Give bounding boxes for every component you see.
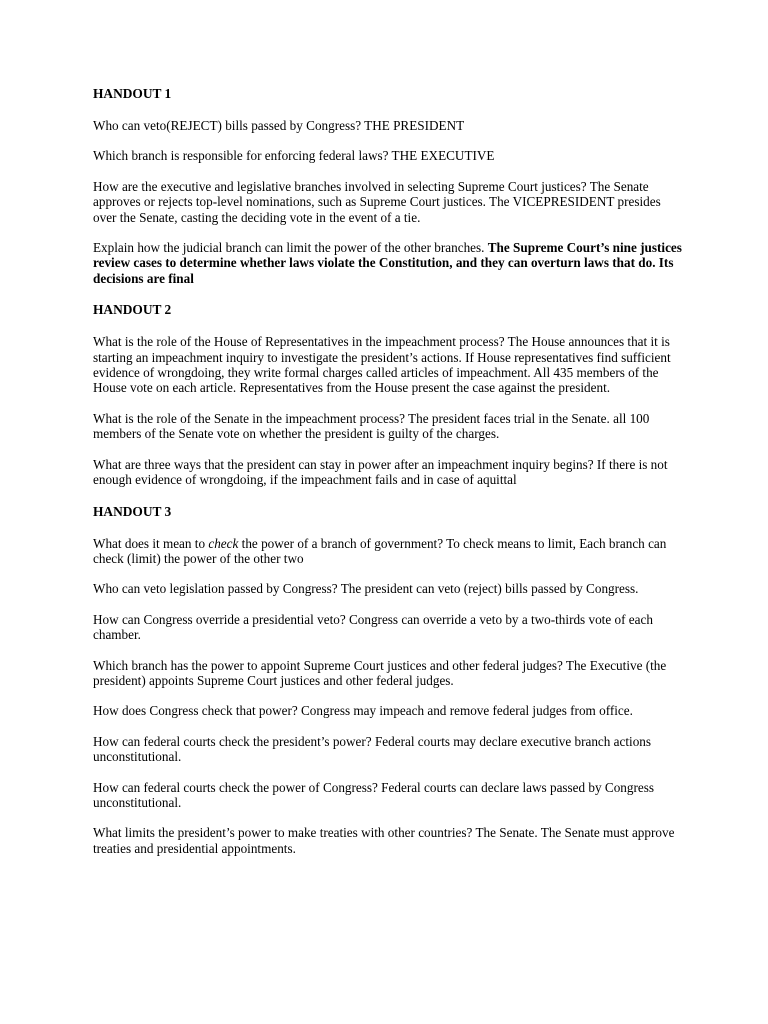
handout-3-question-6: How can federal courts check the president’s power? Federal courts may declare executive branch actions unconstitutional. (93, 733, 652, 765)
handout-1-heading: HANDOUT 1 (93, 86, 172, 101)
handout-3-question-7: How can federal courts check the power of Congress? Federal courts can declare laws passed by Congress unconstitutional. (93, 779, 654, 810)
handout-1-question-4 (93, 240, 683, 286)
handout-1-question-4-answer: The Supreme Court’s nine justices review cases to determine whether laws violate the Constitution, and they can overturn laws that do. Its decisions are final (93, 240, 682, 286)
handout-1-question-2: Which branch is responsible for enforcing federal laws? THE EXECUTIVE (93, 148, 495, 164)
handout-3-question-5: How does Congress check that power? Congress may impeach and remove federal judges from office. (93, 703, 633, 719)
handout-3-question-1 (93, 536, 683, 567)
handout-3-question-4: Which branch has the power to appoint Supreme Court justices and other federal judges? The Executive (the president) appoints Supreme Court justices and other federal judges. (93, 657, 667, 688)
handout-3-question-1-italic: check (208, 535, 239, 551)
handout-2-question-2: What is the role of the Senate in the impeachment process? The president faces trial in the Senate. all 100 members of the Senate vote on whether the president is guilty of the charges. (93, 410, 650, 442)
handout-2-heading: HANDOUT 2 (93, 302, 172, 318)
handout-1-question-1: Who can veto(REJECT) bills passed by Congress? THE PRESIDENT (93, 118, 465, 133)
handout-3-question-2: Who can veto legislation passed by Congress? The president can veto (reject) bills passed by Congress. (93, 581, 639, 597)
handout-3-question-1-post: the power of a branch of government? To check means to limit, Each branch can check (limit) the power of the other two (93, 535, 667, 566)
handout-3-question-8: What limits the president’s power to make treaties with other countries? The Senate. The Senate must approve treaties and presidential appointments. (93, 825, 675, 856)
document-page (93, 86, 683, 856)
handout-2-question-3: What are three ways that the president can stay in power after an impeachment inquiry begins? If there is not enough evidence of wrongdoing, if the impeachment fails and in case of aquittal (93, 456, 668, 488)
handout-3-question-3: How can Congress override a presidential veto? Congress can override a veto by a two-thirds vote of each chamber. (93, 611, 653, 643)
handout-2-question-1: What is the role of the House of Representatives in the impeachment process? The House announces that it is starting an impeachment inquiry to investigate the president’s actions. If House representatives find sufficient evidence of wrongdoing, they write formal charges called articles of impeachment. All 435 members of the House vote on each article. Representatives from the House present the case against the president. (93, 334, 671, 396)
handout-1-question-3: How are the executive and legislative branches involved in selecting Supreme Court justices? The Senate approves or rejects top-level nominations, such as Supreme Court justices. The VICEPRESIDENT presides over the Senate, casting the deciding vote in the event of a tie. (93, 178, 661, 225)
handout-3-heading: HANDOUT 3 (93, 503, 172, 519)
handout-3-question-1-pre: What does it mean to (93, 535, 209, 551)
handout-1-question-4-text: Explain how the judicial branch can limit the power of the other branches. (93, 240, 488, 256)
